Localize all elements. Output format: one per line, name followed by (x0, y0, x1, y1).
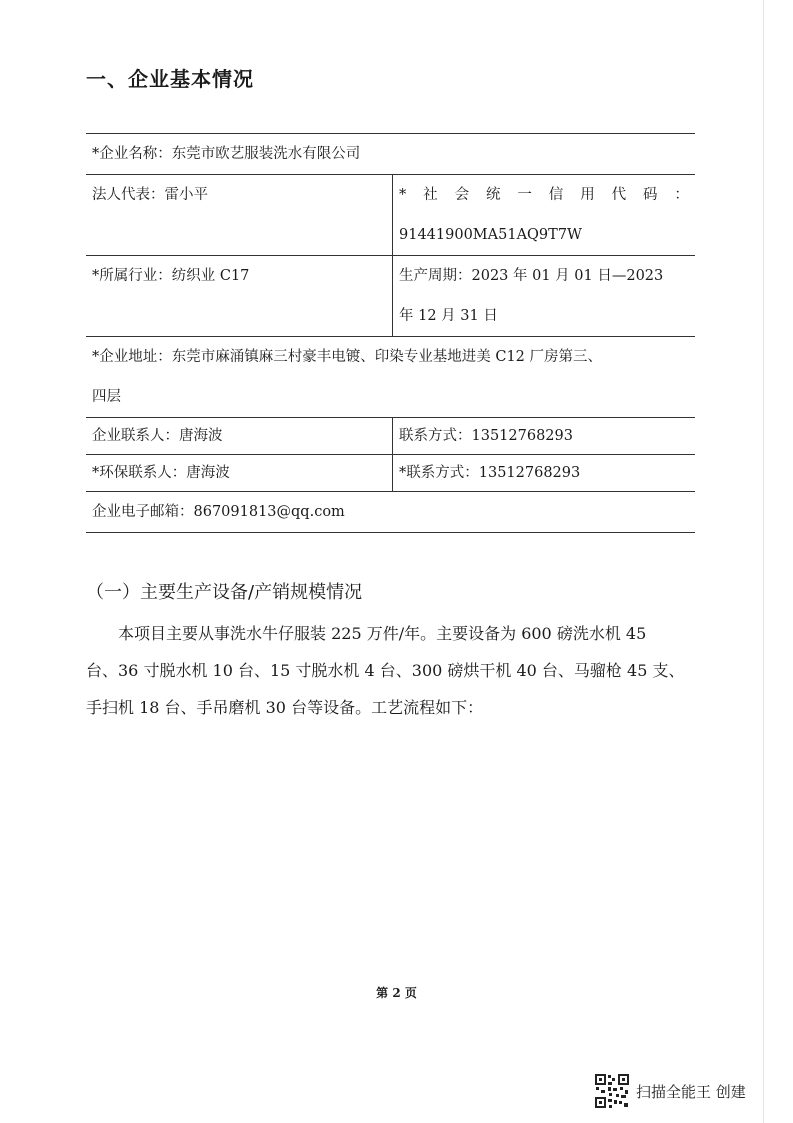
watermark-text: 扫描全能王 创建 (636, 1082, 746, 1101)
table-row (86, 417, 695, 454)
body-line: 台、36 寸脱水机 10 台、15 寸脱水机 4 台、300 磅烘干机 40 台、马骝枪 45 支、 (86, 661, 685, 680)
env-contact-phone: *联系方式：13512768293 (399, 465, 581, 481)
body-line: 本项目主要从事洗水牛仔服装 225 万件/年。主要设备为 600 磅洗水机 45 (118, 624, 647, 643)
page-number: 第 2 页 (376, 986, 417, 1000)
credit-code-label: * 社 会 统 一 信 用 代 码 ： (399, 187, 689, 203)
env-contact-person: *环保联系人：唐海波 (92, 465, 230, 481)
company-name: *企业名称：东莞市欧艺服装洗水有限公司 (92, 146, 361, 162)
production-period-line1: 生产周期：2023 年 01 月 01 日—2023 (399, 268, 664, 284)
body-paragraph (86, 615, 698, 726)
subsection-title: （一）主要生产设备/产销规模情况 (86, 582, 363, 603)
table-row (86, 174, 695, 255)
qr-code-icon (594, 1073, 630, 1109)
address-line1: *企业地址：东莞市麻涌镇麻三村豪丰电镀、印染专业基地进美 C12 厂房第三、 (92, 349, 603, 365)
scanner-watermark (594, 1073, 746, 1109)
body-line: 手扫机 18 台、手吊磨机 30 台等设备。工艺流程如下： (86, 698, 484, 717)
company-email: 企业电子邮箱：867091813@qq.com (92, 504, 345, 520)
page-edge-line (763, 0, 764, 1123)
credit-code-value: 91441900MA51AQ9T7W (399, 227, 582, 243)
section-title: 一、企业基本情况 (86, 67, 254, 91)
address-line2: 四层 (92, 389, 121, 405)
industry: *所属行业：纺织业 C17 (92, 268, 250, 284)
contact-person: 企业联系人：唐海波 (92, 428, 223, 444)
company-info-table (86, 133, 695, 533)
table-row (86, 134, 695, 174)
table-row (86, 255, 695, 336)
table-row (86, 454, 695, 491)
production-period-line2: 年 12 月 31 日 (399, 308, 498, 324)
legal-representative: 法人代表：雷小平 (92, 187, 208, 203)
table-row (86, 491, 695, 532)
contact-phone: 联系方式：13512768293 (399, 428, 573, 444)
table-row (86, 336, 695, 417)
